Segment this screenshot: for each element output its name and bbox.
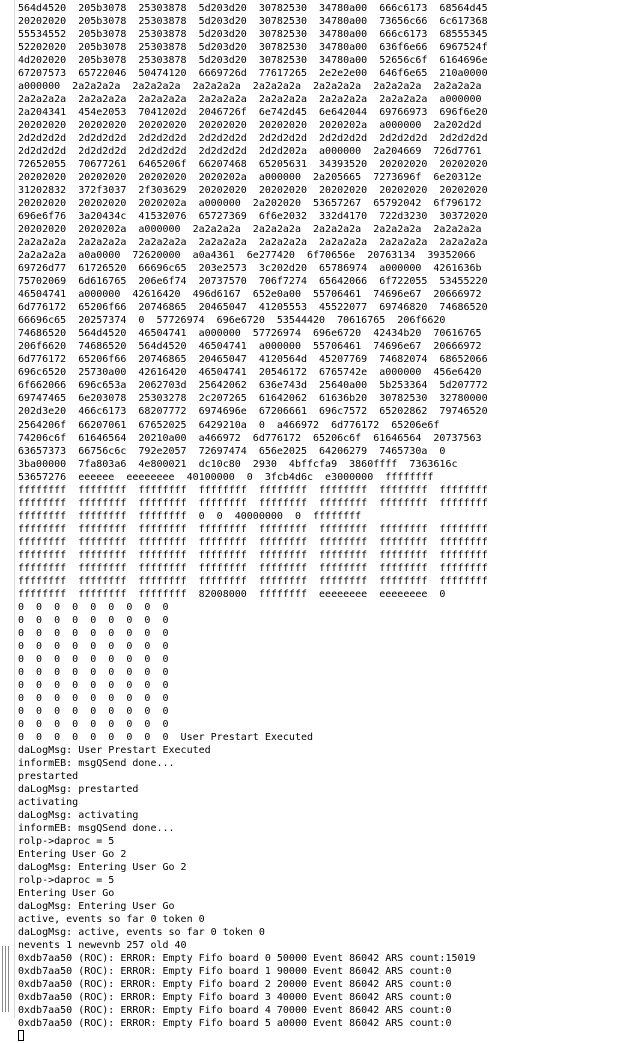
terminal-line: 696e6f76 3a20434c 41532076 65727369 6f6e2032 332d4170 722d3230 30372020 — [18, 211, 488, 223]
terminal-line: a000000 2a2a2a2a 2a2a2a2a 2a2a2a2a 2a2a2a2a 2a2a2a2a 2a2a2a2a 2a2a2a2a — [18, 81, 482, 93]
terminal-line: 3ba00000 7fa803a6 4e800021 dc10c80 2930 4bffcfa9 3860ffff 7363616c — [18, 458, 458, 470]
terminal-line: 20202020 20202020 20202020 2020202a a000000 2a205665 7273696f 6e20312e — [18, 172, 482, 184]
terminal-line: rolp->daproc = 5 — [18, 875, 115, 887]
terminal-line: 0 0 0 0 0 0 0 0 0 — [18, 705, 169, 717]
terminal-line: nevents 1 newevnb 257 old 40 — [18, 940, 187, 952]
terminal-line: ffffffff ffffffff ffffffff ffffffff ffffffff ffffffff ffffffff ffffffff — [18, 497, 488, 509]
terminal-line: 69726d77 61726520 66696c65 203e2573 3c202d20 65786974 a000000 4261636b — [18, 263, 482, 275]
terminal-line: 20202020 205b3078 25303878 5d203d20 30782530 34780a00 73656c66 6c617368 — [18, 16, 488, 28]
terminal-line: ffffffff ffffffff ffffffff ffffffff ffffffff ffffffff ffffffff ffffffff — [18, 549, 488, 561]
terminal-line: 2a2a2a2a 2a2a2a2a 2a2a2a2a 2a2a2a2a 2a2a2a2a 2a2a2a2a 2a2a2a2a a000000 — [18, 94, 482, 106]
prompt-line[interactable] — [18, 1030, 638, 1043]
terminal-line: 74686520 564d4520 46504741 a000000 57726974 696e6720 42434b20 70616765 — [18, 328, 482, 340]
terminal-line: 2a204341 454e2053 7041202d 2046726f 6e742d45 6e642044 69766973 696f6e20 — [18, 107, 488, 119]
terminal-line: activating — [18, 796, 79, 808]
terminal-line: Entering User Go — [18, 888, 115, 900]
terminal-line: 2a2a2a2a a0a0000 72620000 a0a4361 6e277420 6f70656e 20763134 39352066 — [18, 250, 476, 262]
terminal-line: 63657373 66756c6c 792e2057 72697474 656e2025 64206279 7465730a 0 — [18, 445, 446, 457]
terminal-scrollbar[interactable] — [0, 0, 15, 1018]
terminal-line: 0 0 0 0 0 0 0 0 0 — [18, 627, 169, 639]
terminal-line: 2d2d2d2d 2d2d2d2d 2d2d2d2d 2d2d2d2d 2d2d202a a000000 2a204669 726d7761 — [18, 146, 482, 158]
terminal-line: 31202832 372f3037 2f303629 20202020 20202020 20202020 20202020 20202020 — [18, 185, 488, 197]
terminal-line: 6f662066 696c653a 2062703d 25642062 636e743d 25640a00 5b253364 5d207772 — [18, 380, 488, 392]
terminal-line: daLogMsg: activating — [18, 809, 139, 821]
terminal-line: 0 0 0 0 0 0 0 0 0 — [18, 718, 169, 730]
terminal-line: ffffffff ffffffff ffffffff ffffffff ffffffff ffffffff ffffffff ffffffff — [18, 523, 488, 535]
terminal-line: 74206c6f 61646564 20210a00 a466972 6d776172 65206c6f 61646564 20737563 — [18, 432, 482, 444]
terminal-line: 2564206f 66207061 67652025 6429210a 0 a466972 6d776172 65206e6f — [18, 419, 440, 431]
terminal-line: 2a2a2a2a 2a2a2a2a 2a2a2a2a 2a2a2a2a 2a2a2a2a 2a2a2a2a 2a2a2a2a 2a2a2a2a — [18, 237, 488, 249]
terminal-line: rolp->daproc = 5 — [18, 836, 115, 847]
block-cursor-icon — [18, 1030, 24, 1041]
terminal-line: 2d2d2d2d 2d2d2d2d 2d2d2d2d 2d2d2d2d 2d2d2d2d 2d2d2d2d 2d2d2d2d 2d2d2d2d — [18, 133, 488, 145]
terminal-line: 20202020 20202020 20202020 20202020 20202020 2020202a a000000 2a202d2d — [18, 120, 482, 132]
terminal-line: 0xdb7aa50 (ROC): ERROR: Empty Fifo board 1 90000 Event 86042 ARS count:0 — [18, 966, 452, 978]
terminal-line: 202d3e20 466c6173 68207772 6974696e 67206661 696c7572 65202862 79746520 — [18, 406, 488, 418]
terminal-line: ffffffff ffffffff ffffffff ffffffff ffffffff ffffffff ffffffff ffffffff — [18, 562, 488, 574]
terminal-line: 66696c65 20257374 0 57726974 696e6720 53544420 70616765 206f6620 — [18, 315, 446, 327]
terminal-line: 69747465 6e203078 25303278 2c207265 61642062 61636b20 30782530 32780000 — [18, 393, 488, 405]
terminal-line: daLogMsg: User Prestart Executed — [18, 744, 211, 756]
terminal-line: 20202020 2020202a a000000 2a2a2a2a 2a2a2a2a 2a2a2a2a 2a2a2a2a 2a2a2a2a — [18, 224, 482, 236]
terminal-line: 0 0 0 0 0 0 0 0 0 — [18, 679, 169, 691]
terminal-line: ffffffff ffffffff ffffffff ffffffff ffffffff ffffffff ffffffff ffffffff — [18, 484, 488, 496]
scrollbar-thumb[interactable] — [2, 946, 11, 1012]
terminal-line: ffffffff ffffffff ffffffff ffffffff ffffffff ffffffff ffffffff ffffffff — [18, 575, 488, 587]
terminal-line: 0 0 0 0 0 0 0 0 0 — [18, 601, 169, 613]
terminal-line: daLogMsg: active, events so far 0 token 0 — [18, 927, 265, 939]
terminal-line: 67207573 65722046 50474120 6669726d 77617265 2e2e2e00 646f6e65 210a0000 — [18, 68, 488, 80]
terminal-line: ffffffff ffffffff ffffffff 82008000 ffffffff eeeeeeee eeeeeeee 0 — [18, 588, 446, 600]
terminal-line: 46504741 a000000 42616420 496d6167 652e0a00 55706461 74696e67 20666972 — [18, 289, 482, 301]
terminal-line: 0xdb7aa50 (ROC): ERROR: Empty Fifo board 2 20000 Event 86042 ARS count:0 — [18, 979, 452, 991]
terminal-output — [18, 2, 638, 1043]
terminal-line: daLogMsg: Entering User Go — [18, 901, 175, 913]
terminal-line: 0 0 0 0 0 0 0 0 0 — [18, 666, 169, 678]
terminal-line: 696c6520 25730a00 42616420 46504741 20546172 6765742e a000000 456e6420 — [18, 367, 482, 379]
terminal-line: 0 0 0 0 0 0 0 0 0 User Prestart Executed — [18, 731, 314, 743]
terminal-line: 0xdb7aa50 (ROC): ERROR: Empty Fifo board 4 70000 Event 86042 ARS count:0 — [18, 1005, 452, 1017]
terminal-line: 55534552 205b3078 25303878 5d203d20 30782530 34780a00 666c6173 68555345 — [18, 29, 488, 41]
terminal-line: 6d776172 65206f66 20746865 20465047 41205553 45522077 69746820 74686520 — [18, 302, 488, 314]
terminal-line: informEB: msgQSend done... — [18, 822, 175, 834]
terminal-line: 4d202020 205b3078 25303878 5d203d20 30782530 34780a00 52656c6f 6164696e — [18, 55, 488, 67]
terminal-line: 0 0 0 0 0 0 0 0 0 — [18, 692, 169, 704]
terminal-line: 72652055 70677261 6465206f 66207468 65205631 34393520 20202020 20202020 — [18, 159, 488, 171]
terminal-line: 20202020 20202020 2020202a a000000 2a202020 53657267 65792042 6f796172 — [18, 198, 482, 210]
terminal-line: 75702069 6d616765 206e6f74 20737570 706f7274 65642066 6f722055 53455220 — [18, 276, 488, 288]
terminal-line: prestarted — [18, 770, 79, 782]
terminal-line: active, events so far 0 token 0 — [18, 914, 205, 926]
terminal-line: 0xdb7aa50 (ROC): ERROR: Empty Fifo board 3 40000 Event 86042 ARS count:0 — [18, 992, 452, 1004]
terminal-line: 0xdb7aa50 (ROC): ERROR: Empty Fifo board 0 50000 Event 86042 ARS count:15019 — [18, 953, 476, 965]
terminal-line: daLogMsg: Entering User Go 2 — [18, 862, 187, 874]
terminal-line: Entering User Go 2 — [18, 849, 127, 861]
terminal-line: 53657276 eeeeee eeeeeeee 40100000 0 3fcb4d6c e3000000 ffffffff — [18, 471, 434, 483]
terminal-line: 564d4520 205b3078 25303878 5d203d20 30782530 34780a00 666c6173 68564d45 — [18, 3, 488, 14]
terminal-line: 0 0 0 0 0 0 0 0 0 — [18, 653, 169, 665]
terminal-line: ffffffff ffffffff ffffffff 0 0 40000000 0 ffffffff — [18, 510, 362, 522]
terminal-line: 206f6620 74686520 564d4520 46504741 a000000 55706461 74696e67 20666972 — [18, 341, 482, 353]
terminal-line: informEB: msgQSend done... — [18, 757, 175, 769]
terminal-line: 52202020 205b3078 25303878 5d203d20 30782530 34780a00 636f6e66 6967524f — [18, 42, 488, 54]
terminal-line: 0xdb7aa50 (ROC): ERROR: Empty Fifo board 5 a0000 Event 86042 ARS count:0 — [18, 1018, 452, 1030]
terminal-line: ffffffff ffffffff ffffffff ffffffff ffffffff ffffffff ffffffff ffffffff — [18, 536, 488, 548]
terminal-line: 6d776172 65206f66 20746865 20465047 4120564d 45207769 74682074 68652066 — [18, 354, 488, 366]
terminal-line: 0 0 0 0 0 0 0 0 0 — [18, 614, 169, 626]
terminal-line: 0 0 0 0 0 0 0 0 0 — [18, 640, 169, 652]
terminal-line: daLogMsg: prestarted — [18, 783, 139, 795]
